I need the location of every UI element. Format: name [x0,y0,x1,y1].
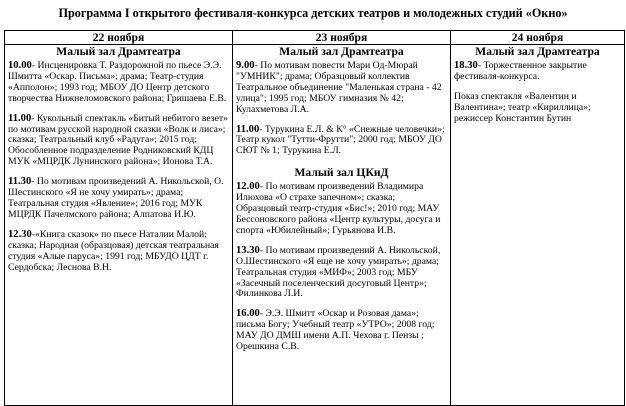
list-item [236,61,447,116]
day3-cell [451,45,625,406]
entry-text: - Кукольный спектакль «Битый небитого везет» по мотивам русской народной сказки «Волк и лиса»; сказка; Театральный клуб «Радуга»; 2015 год; Обособленное подразделение Родниковский КДЦ МУК «МЦРДК Лунинского района»; Ионова Т.А. [8,112,228,168]
date-header-day1: 22 ноября [5,31,233,45]
day2-cell [233,45,451,406]
day1-cell [5,45,233,406]
entry-time: 18.30 [454,60,478,71]
entry-time: 11.30 [8,176,32,188]
list-item [454,92,621,125]
date-header-day2: 23 ноября [233,31,451,45]
entry-text: - Торжественное закрытие фестиваля-конкурса. [454,60,587,82]
entry-text: -«Книга сказок» по пьесе Наталии Малой; сказка; Народная (образцовая) детская театральная студия «Алые паруса»; 1991 год; МБУДО ЦДТ г. Сердобска; Леснова В.Н. [8,228,219,273]
entry-time: 11.00 [236,123,260,135]
list-item [8,230,229,274]
program-table [4,30,625,406]
date-header-row [5,31,625,45]
schedule-row [5,45,625,406]
list-item [454,61,621,83]
entry-text: - Турукина Е.Л. & К° «Снежные человечки»; Театр кукол "Тутти-Фрутти"; 2000 год; МБОУ ДО СЮТ № 1; Турукина Е.Л. [236,123,445,157]
entry-time: 13.30 [236,244,260,256]
entry-text: - Э.Э. Шмитт «Оскар и Розовая дама»; письма Богу; Учебный театр «УТРО»; 2008 год; МАУ ДО ДМШ имени А.П. Чехова г. Пензы ; Орешкина С.В. [236,308,435,353]
hall-name: Малый зал Драмтеатра [475,45,600,58]
list-item [236,246,447,301]
hall-name: Малый зал Драмтеатра [279,45,404,58]
entry-time: 12.30 [8,228,32,240]
list-item [8,177,229,221]
hall-name: Малый зал Драмтеатра [56,45,181,58]
date-header-day3: 24 ноября [451,31,625,45]
entry-time: 10.00 [8,60,32,71]
entry-text: - По мотивам повести Мари Од-Мюрай "УМНИК"; драма; Образцовый коллектив Театральное объединение "Маленькая страна - 42 улица"; 1995 год; МБОУ гимназия № 42; Кулахметова Л.А. [236,60,442,115]
entry-text: - Инсценировка Т. Раздорожной по пьесе Э.Э. Шмитта «Оскар. Письма»; драма; Театр-студия «Апполон»; 1993 год; МБОУ ДО Центр детского творчества Нижнеломовского района; Гришаева Е.В. [8,60,227,104]
entry-time: 9.00 [236,60,255,71]
entry-text: - По мотивам произведений А. Никольской, О. Шестинского «Я не хочу умирать»; драма; Театральная студия «Явление»; 2016 год; МУК МЦРДК Пачелмского района; Алпатова И.Ю. [8,176,224,220]
entry-time: 16.00 [236,308,260,320]
entry-time: 12.00 [236,181,260,193]
list-item [8,114,229,169]
list-item [236,309,447,353]
list-item [8,61,229,105]
entry-time: 11.00 [8,112,32,124]
page-title: Программа I открытого фестиваля-конкурса детских театров и молодежных студий «Окно» [58,6,568,20]
entry-text: Показ спектакля «Валентин и Валентина»; театр «Кириллица»; режиссер Константин Бутин [454,90,591,124]
hall-name: Малый зал ЦКиД [294,166,389,180]
entry-text: - По мотивам произведений А. Никольской, О.Шестинского «Я еще не хочу умирать»; драма; Театральная студия «МИФ»; 2003 год; МБУ «Засечный поселенческий досуговый Центр»; Филинкова Л.И. [236,244,441,300]
entry-text: - По мотивам произведений Владимира Илюхова «О страхе запечном»; сказка; Образцовый театр-студия «Бис!»; 2010 год; МАУ Бессоновского района «Центр культуры, досуга и спорта «Юбилейный»; Гурьянова И.В. [236,181,441,236]
list-item [236,182,447,237]
list-item [236,125,447,158]
